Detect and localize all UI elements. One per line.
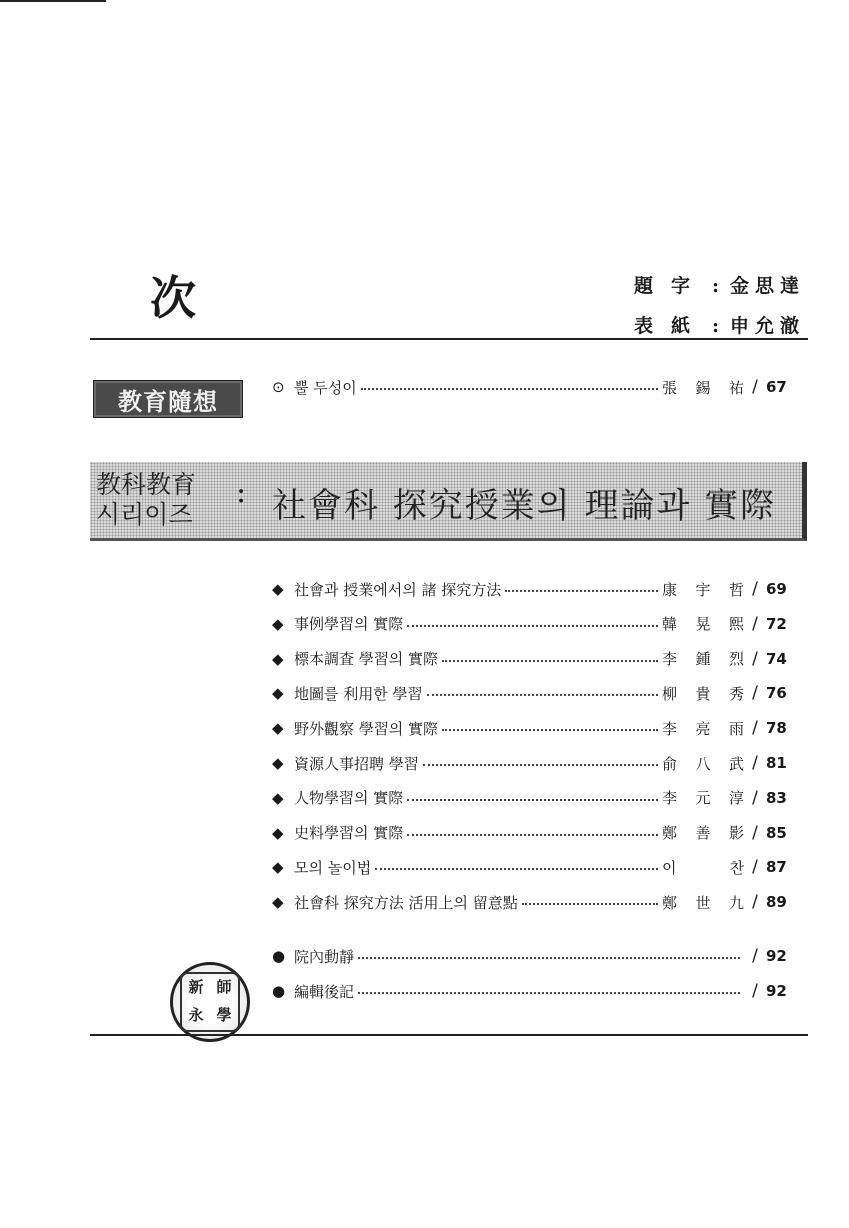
author-char: 八 (695, 754, 711, 773)
entry-title: 野外觀察 學習의 實際 (294, 719, 439, 738)
diamond-icon: ◆ (272, 788, 284, 807)
toc-entry[interactable] (272, 942, 790, 970)
author-char: 宇 (695, 580, 711, 599)
author-char: 哲 (728, 580, 744, 599)
author-char: 鄭 (662, 893, 678, 912)
credits (634, 266, 805, 346)
toc-entry[interactable] (272, 749, 790, 777)
author-char: 淳 (728, 789, 744, 808)
page-separator: / (752, 787, 758, 808)
leader-dots (442, 729, 658, 731)
page-separator: / (752, 648, 758, 669)
leader-dots (423, 764, 658, 766)
seal-stamp (170, 962, 250, 1042)
entry-title: 資源人事招聘 學習 (294, 754, 419, 773)
author-char: 武 (728, 754, 744, 773)
diamond-icon: ◆ (272, 823, 284, 842)
author-char: 韓 (662, 615, 678, 634)
credit-sep: : (712, 275, 720, 297)
entry-title: 社會과 授業에서의 諸 探究方法 (294, 580, 502, 599)
toc-entry[interactable] (272, 645, 790, 673)
credit-label: 表紙 (634, 315, 709, 337)
entry-author (662, 613, 744, 634)
entry-page: 69 (766, 580, 787, 598)
leader-dots (442, 660, 658, 662)
leader-dots (427, 694, 658, 696)
series-label-line1: 教科教育 (96, 470, 197, 499)
credit-label: 題字 (634, 275, 709, 297)
page-separator: / (752, 753, 758, 773)
entry-page: 72 (766, 614, 787, 633)
entry-page: 89 (766, 893, 787, 912)
entry-page: 74 (766, 649, 787, 668)
page-separator: / (752, 579, 758, 599)
entry-page: 76 (766, 684, 787, 703)
leader-dots (522, 903, 658, 905)
diamond-icon: ◆ (272, 684, 284, 703)
page-separator: / (752, 946, 758, 966)
toc-entry[interactable] (272, 819, 790, 847)
diamond-icon: ◆ (272, 614, 284, 633)
entry-page: 92 (766, 982, 787, 1000)
toc-entry[interactable] (272, 679, 790, 707)
author-char: 鄭 (662, 824, 678, 843)
author-char: 雨 (728, 719, 744, 738)
circle-bullet-icon: ● (272, 982, 286, 1000)
toc-entry[interactable] (272, 853, 790, 881)
series-colon: : (236, 475, 247, 510)
page-separator: / (752, 822, 758, 843)
credit-value: 金思達 (730, 275, 806, 297)
footer-divider (90, 1034, 808, 1036)
entry-page: 83 (766, 788, 787, 807)
entry-title: 事例學習의 實際 (294, 615, 404, 634)
author-char: 李 (662, 789, 678, 808)
entry-title: 人物學習의 實際 (294, 789, 404, 808)
entry-author (662, 892, 744, 913)
leader-dots (375, 868, 658, 870)
entry-page: 81 (766, 754, 787, 772)
author-char: 鍾 (695, 650, 711, 669)
entry-title: 編輯後記 (294, 982, 355, 1001)
page-separator: / (752, 981, 758, 1001)
leader-dots (407, 799, 658, 801)
page-separator: / (752, 683, 758, 704)
entry-title: 社會科 探究方法 活用上의 留意點 (294, 893, 518, 912)
author-char: 康 (662, 580, 678, 599)
essay-section-badge: 教育隨想 (93, 380, 243, 418)
entry-title: 院內動靜 (294, 947, 355, 966)
author-char: 俞 (662, 754, 678, 773)
header-divider (90, 338, 808, 340)
entry-author (662, 857, 744, 878)
corner-rule (0, 0, 106, 2)
leader-dots (358, 957, 740, 959)
entry-author (662, 787, 744, 808)
toc-entry[interactable] (272, 714, 790, 742)
page-separator: / (752, 718, 758, 739)
toc-entry[interactable] (272, 888, 790, 916)
circle-dot-icon: ⊙ (272, 378, 285, 396)
diamond-icon: ◆ (272, 649, 284, 668)
series-label (96, 470, 196, 530)
entry-title: 모의 놀이법 (294, 858, 372, 877)
page-separator: / (752, 613, 758, 634)
leader-dots (361, 388, 658, 390)
entry-author (662, 753, 744, 774)
page-title: 次 (150, 271, 194, 325)
author-char: 九 (728, 893, 744, 912)
toc-entry[interactable] (272, 784, 790, 812)
toc-entry[interactable] (272, 575, 790, 603)
diamond-icon: ◆ (272, 893, 284, 912)
entry-title: 地圖를 利用한 學習 (294, 684, 423, 703)
credit-title-calligraphy (634, 266, 805, 306)
leader-dots (358, 992, 740, 994)
credit-value: 申允澈 (730, 315, 806, 337)
entry-page: 85 (766, 823, 787, 842)
author-char: 李 (662, 650, 678, 669)
page-separator: / (752, 892, 758, 913)
diamond-icon: ◆ (272, 580, 284, 598)
author-char: 影 (728, 824, 744, 843)
credit-sep: : (712, 315, 720, 337)
entry-author (662, 648, 744, 669)
toc-entry-essay[interactable] (272, 373, 790, 401)
entry-page: 67 (766, 378, 787, 396)
entry-author (662, 822, 744, 843)
entry-page: 92 (766, 947, 787, 965)
entry-author (662, 579, 744, 600)
entry-author: 張 錫 祐 (662, 378, 744, 397)
entry-title: 뿔 두성이 (294, 378, 357, 397)
leader-dots (505, 590, 658, 592)
author-char: 李 (662, 719, 678, 738)
leader-dots (407, 625, 658, 627)
series-title: 社會科 探究授業의 理論과 實際 (272, 486, 777, 526)
author-char: 秀 (728, 684, 744, 703)
author-char: 찬 (729, 858, 744, 877)
diamond-icon: ◆ (272, 754, 284, 772)
page-separator: / (752, 377, 758, 397)
entry-author (662, 683, 744, 704)
author-char: 烈 (728, 650, 744, 669)
series-label-line2: 시리이즈 (96, 500, 193, 529)
toc-entry[interactable] (272, 610, 790, 638)
author-char: 貴 (695, 684, 711, 703)
author-char: 熙 (728, 615, 744, 634)
page-separator: / (752, 857, 758, 878)
author-char: 이 (662, 858, 677, 877)
seal-inner: 新 師 永 學 (180, 972, 240, 1032)
author-char: 亮 (695, 719, 711, 738)
entry-title: 史料學習의 實際 (294, 824, 404, 843)
entry-page: 78 (766, 719, 787, 738)
author-char: 善 (695, 824, 711, 843)
entry-author (662, 718, 744, 739)
entry-title: 標本調査 學習의 實際 (294, 650, 439, 669)
author-char: 元 (695, 789, 711, 808)
author-char: 世 (695, 893, 711, 912)
author-char: 晃 (695, 615, 711, 634)
diamond-icon: ◆ (272, 719, 284, 738)
circle-bullet-icon: ● (272, 947, 286, 965)
leader-dots (407, 834, 658, 836)
toc-entry[interactable] (272, 977, 790, 1005)
diamond-icon: ◆ (272, 858, 284, 877)
credit-cover (634, 306, 805, 346)
author-char: 柳 (662, 684, 678, 703)
entry-page: 87 (766, 858, 787, 877)
